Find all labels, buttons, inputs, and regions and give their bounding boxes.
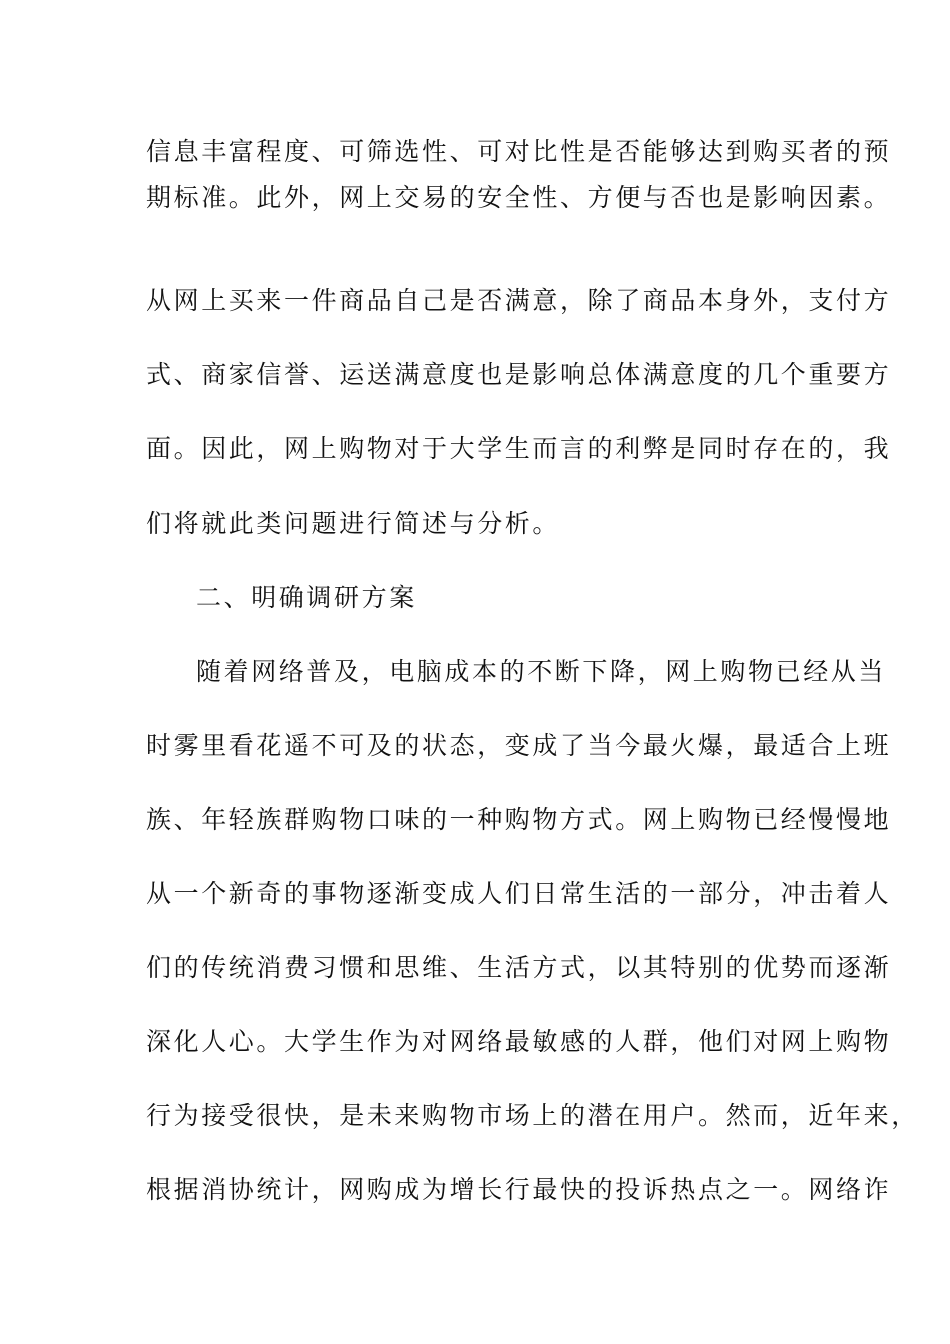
paragraph-line-11: 们的传统消费习惯和思维、生活方式，以其特别的优势而逐渐 bbox=[146, 953, 892, 982]
paragraph-line-3: 从网上买来一件商品自己是否满意，除了商品本身外，支付方 bbox=[146, 286, 892, 315]
paragraph-line-12: 深化人心。大学生作为对网络最敏感的人群，他们对网上购物 bbox=[146, 1027, 892, 1056]
paragraph-line-8: 时雾里看花遥不可及的状态，变成了当今最火爆，最适合上班 bbox=[146, 731, 892, 760]
paragraph-line-1: 信息丰富程度、可筛选性、可对比性是否能够达到购买者的预 bbox=[146, 137, 892, 166]
section-heading: 二、明确调研方案 bbox=[196, 583, 417, 612]
paragraph-line-10: 从一个新奇的事物逐渐变成人们日常生活的一部分，冲击着人 bbox=[146, 879, 892, 908]
paragraph-line-2: 期标准。此外，网上交易的安全性、方便与否也是影响因素。 bbox=[146, 183, 892, 212]
paragraph-line-5: 面。因此，网上购物对于大学生而言的利弊是同时存在的，我 bbox=[146, 434, 892, 463]
paragraph-line-6: 们将就此类问题进行简述与分析。 bbox=[146, 509, 561, 538]
paragraph-line-9: 族、年轻族群购物口味的一种购物方式。网上购物已经慢慢地 bbox=[146, 805, 892, 834]
paragraph-line-4: 式、商家信誉、运送满意度也是影响总体满意度的几个重要方 bbox=[146, 360, 892, 389]
paragraph-line-14: 根据消协统计，网购成为增长行最快的投诉热点之一。网络诈 bbox=[146, 1175, 892, 1204]
paragraph-line-13: 行为接受很快，是未来购物市场上的潜在用户。然而，近年来， bbox=[146, 1101, 919, 1130]
paragraph-line-7: 随着网络普及，电脑成本的不断下降，网上购物已经从当 bbox=[196, 657, 887, 686]
